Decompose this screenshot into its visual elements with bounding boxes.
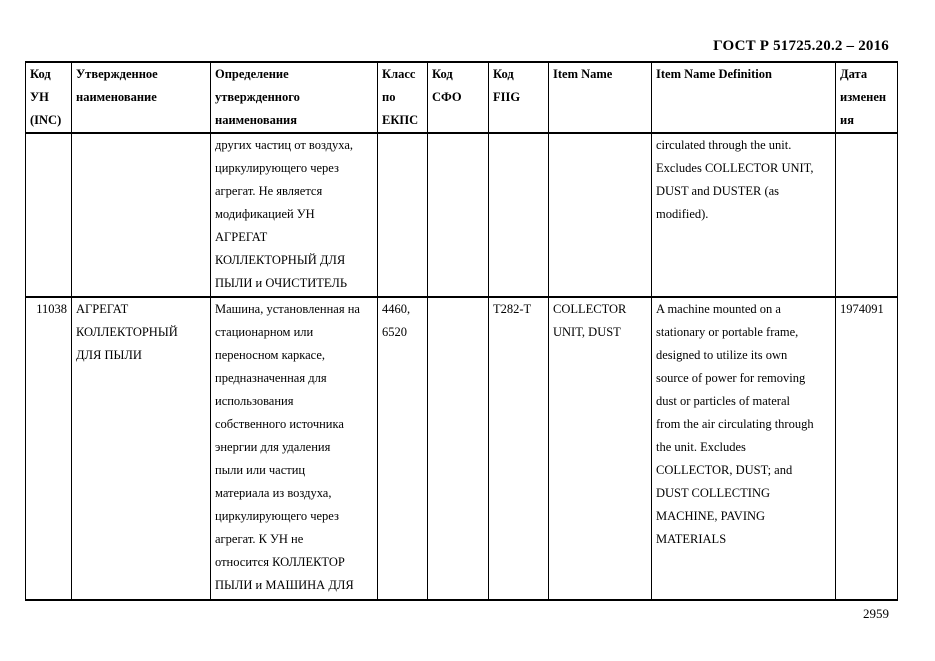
cell-text-line: собственного источника bbox=[215, 417, 344, 431]
cell-text-line: ия bbox=[840, 113, 854, 127]
cell-class bbox=[378, 133, 428, 297]
cell-text-line: 6520 bbox=[382, 325, 407, 339]
cell-text-line: по bbox=[382, 90, 396, 104]
cell-text-line: Утвержденное bbox=[76, 67, 158, 81]
cell-item-name-definition bbox=[652, 297, 836, 600]
cell-text-line: Код bbox=[30, 67, 51, 81]
cell-text-line: наименования bbox=[215, 113, 298, 127]
cell-text-line: КОЛЛЕКТОРНЫЙ bbox=[76, 325, 178, 339]
cell-text-line: 4460, bbox=[382, 302, 411, 316]
cell-text-line: 1974091 bbox=[840, 302, 884, 316]
cell-text-line: СФО bbox=[432, 90, 462, 104]
cell-text-line: относится КОЛЛЕКТОР bbox=[215, 555, 345, 569]
cell-text-line: MATERIALS bbox=[656, 532, 727, 546]
cell-text-line: ПЫЛИ и МАШИНА ДЛЯ bbox=[215, 578, 354, 592]
cell-text-line: энергии для удаления bbox=[215, 440, 331, 454]
cell-text-line: designed to utilize its own bbox=[656, 348, 788, 362]
cell-inc bbox=[26, 133, 72, 297]
cell-text-line: modified). bbox=[656, 207, 709, 221]
cell-text-line: Item Name bbox=[553, 67, 613, 81]
cell-text-line: стационарном или bbox=[215, 325, 314, 339]
cell-text-line: изменен bbox=[840, 90, 887, 104]
cell-text-line: stationary or portable frame, bbox=[656, 325, 799, 339]
cell-class bbox=[378, 297, 428, 600]
cell-text-line: DUST and DUSTER (as bbox=[656, 184, 780, 198]
cell-approved-name bbox=[72, 297, 211, 600]
cell-text-line: АГРЕГАТ bbox=[76, 302, 129, 316]
cell-text-line: Код bbox=[493, 67, 514, 81]
header-fiig-code bbox=[489, 62, 549, 133]
cell-definition bbox=[211, 133, 378, 297]
cell-inc bbox=[26, 297, 72, 600]
table-header-row bbox=[26, 62, 898, 133]
header-definition bbox=[211, 62, 378, 133]
cell-text-line: MACHINE, PAVING bbox=[656, 509, 766, 523]
cell-text-line: Item Name Definition bbox=[656, 67, 772, 81]
cell-text-line: Определение bbox=[215, 67, 289, 81]
cell-text-line: COLLECTOR bbox=[553, 302, 627, 316]
page-number: 2959 bbox=[863, 606, 889, 621]
cell-text-line: A machine mounted on a bbox=[656, 302, 781, 316]
cell-fiig bbox=[489, 133, 549, 297]
cell-text-line: утвержденного bbox=[215, 90, 300, 104]
cell-sfo bbox=[428, 133, 489, 297]
cell-text-line: Машина, установленная на bbox=[215, 302, 360, 316]
cell-text-line: (INC) bbox=[30, 113, 62, 127]
cell-text-line: Дата bbox=[840, 67, 868, 81]
cell-text-line: циркулирующего через bbox=[215, 509, 339, 523]
cell-text-line: UNIT, DUST bbox=[553, 325, 621, 339]
cell-change-date bbox=[836, 297, 898, 600]
header-change-date bbox=[836, 62, 898, 133]
cell-text-line: циркулирующего через bbox=[215, 161, 339, 175]
cell-text-line: УН bbox=[30, 90, 49, 104]
cell-definition bbox=[211, 297, 378, 600]
cell-text-line: Класс bbox=[382, 67, 416, 81]
cell-text-line: circulated through the unit. bbox=[656, 138, 792, 152]
header-sfo-code bbox=[428, 62, 489, 133]
cell-text-line: наименование bbox=[76, 90, 157, 104]
cell-text-line: the unit. Excludes bbox=[656, 440, 746, 454]
header-item-name-definition bbox=[652, 62, 836, 133]
header-inc bbox=[26, 62, 72, 133]
cell-text-line: DUST COLLECTING bbox=[656, 486, 771, 500]
cell-text-line: dust or particles of materal bbox=[656, 394, 790, 408]
cell-text-line: FIIG bbox=[493, 90, 521, 104]
cell-item-name bbox=[549, 133, 652, 297]
cell-text-line: агрегат. К УН не bbox=[215, 532, 304, 546]
cell-text-line: КОЛЛЕКТОРНЫЙ ДЛЯ bbox=[215, 253, 346, 267]
cell-text-line: ПЫЛИ и ОЧИСТИТЕЛЬ bbox=[215, 276, 348, 290]
cell-text-line: использования bbox=[215, 394, 294, 408]
cell-text-line: модификацией УН bbox=[215, 207, 315, 221]
header-approved-name bbox=[72, 62, 211, 133]
cell-text-line: агрегат. Не является bbox=[215, 184, 323, 198]
cell-text-line: других частиц от воздуха, bbox=[215, 138, 354, 152]
header-class bbox=[378, 62, 428, 133]
cell-text-line: Код bbox=[432, 67, 453, 81]
cell-text-line: 11038 bbox=[36, 302, 67, 316]
catalog-table bbox=[25, 61, 898, 601]
cell-text-line: Excludes COLLECTOR UNIT, bbox=[656, 161, 814, 175]
cell-text-line: T282-T bbox=[493, 302, 532, 316]
cell-text-line: АГРЕГАТ bbox=[215, 230, 268, 244]
cell-item-name bbox=[549, 297, 652, 600]
cell-text-line: from the air circulating through bbox=[656, 417, 814, 431]
cell-text-line: материала из воздуха, bbox=[215, 486, 332, 500]
document-standard-header: ГОСТ Р 51725.20.2 – 2016 bbox=[713, 38, 889, 54]
cell-text-line: source of power for removing bbox=[656, 371, 806, 385]
cell-text-line: COLLECTOR, DUST; and bbox=[656, 463, 793, 477]
cell-change-date bbox=[836, 133, 898, 297]
cell-approved-name bbox=[72, 133, 211, 297]
cell-text-line: переносном каркасе, bbox=[215, 348, 326, 362]
header-item-name bbox=[549, 62, 652, 133]
cell-fiig bbox=[489, 297, 549, 600]
cell-sfo bbox=[428, 297, 489, 600]
cell-text-line: пыли или частиц bbox=[215, 463, 306, 477]
table-row bbox=[26, 133, 898, 297]
cell-text-line: предназначенная для bbox=[215, 371, 327, 385]
cell-text-line: ДЛЯ ПЫЛИ bbox=[76, 348, 142, 362]
cell-text-line: ЕКПС bbox=[382, 113, 419, 127]
cell-item-name-definition bbox=[652, 133, 836, 297]
table-row bbox=[26, 297, 898, 600]
